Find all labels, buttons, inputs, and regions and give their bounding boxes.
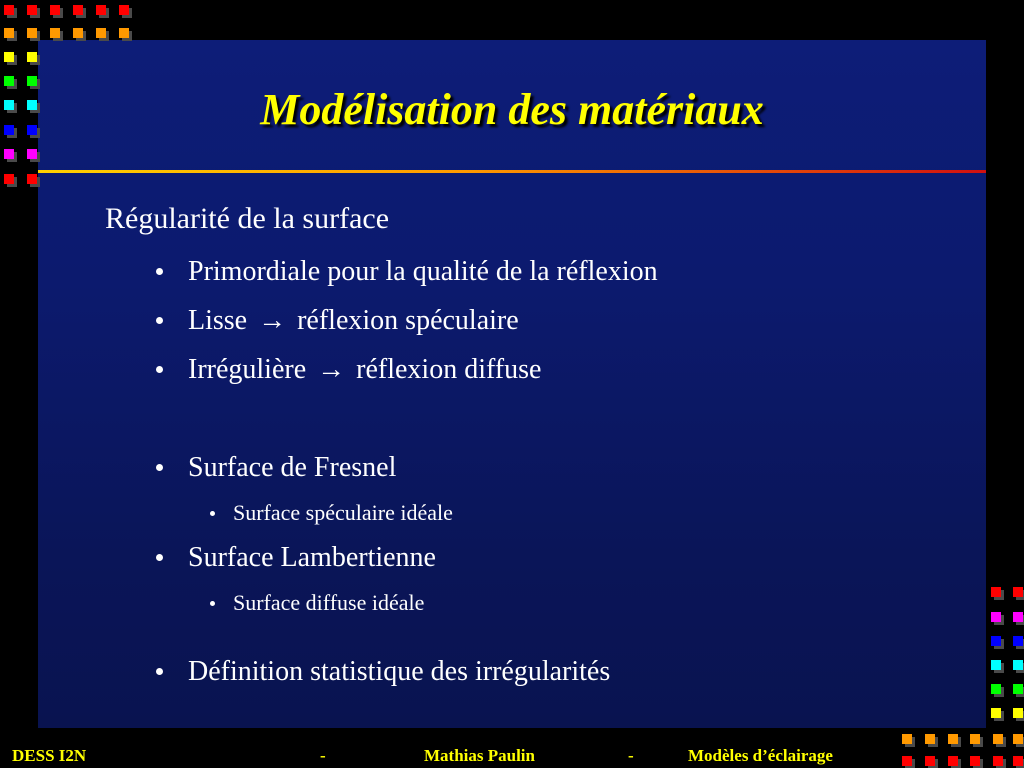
sub-bullet-item (233, 592, 424, 614)
footer-separator: - (628, 746, 634, 765)
bullet-dot (156, 366, 163, 373)
bullet-dot (210, 511, 215, 516)
bullet-item (188, 544, 436, 572)
bullet-item (188, 658, 610, 686)
footer-separator: - (320, 746, 326, 765)
bullet-text: réflexion spéculaire (297, 305, 519, 336)
bullet-text: Primordiale pour la qualité de la réflexion (188, 256, 658, 287)
footer-author: Mathias Paulin (424, 746, 535, 765)
footer-program: DESS I2N (12, 746, 87, 765)
bullet-text: Surface Lambertienne (188, 542, 436, 573)
footer-course: Modèles d’éclairage (688, 746, 833, 765)
bullet-dot (210, 601, 215, 606)
bullet-dot (156, 317, 163, 324)
bullet-text: Définition statistique des irrégularités (188, 656, 611, 687)
bullet-dot (156, 268, 163, 275)
bullet-dot (156, 464, 163, 471)
sub-bullet-text: Surface spéculaire idéale (233, 500, 453, 525)
bullet-text: Irrégulière (188, 354, 307, 385)
bullet-item (188, 307, 519, 335)
bullet-item (188, 356, 541, 384)
bullet-text: réflexion diffuse (356, 354, 542, 385)
bullet-dot (156, 668, 163, 675)
slide-title: Modélisation des matériaux (260, 85, 764, 134)
sub-bullet-text: Surface diffuse idéale (233, 590, 425, 615)
bullet-item (188, 258, 658, 286)
arrow-icon: → (258, 305, 287, 336)
arrow-icon: → (317, 354, 346, 385)
bullet-text: Surface de Fresnel (188, 452, 397, 483)
bullet-dot (156, 554, 163, 561)
bullet-text: Lisse (188, 305, 248, 336)
bullet-item (188, 454, 396, 482)
sub-bullet-item (233, 502, 453, 524)
section-heading: Régularité de la surface (105, 202, 390, 235)
